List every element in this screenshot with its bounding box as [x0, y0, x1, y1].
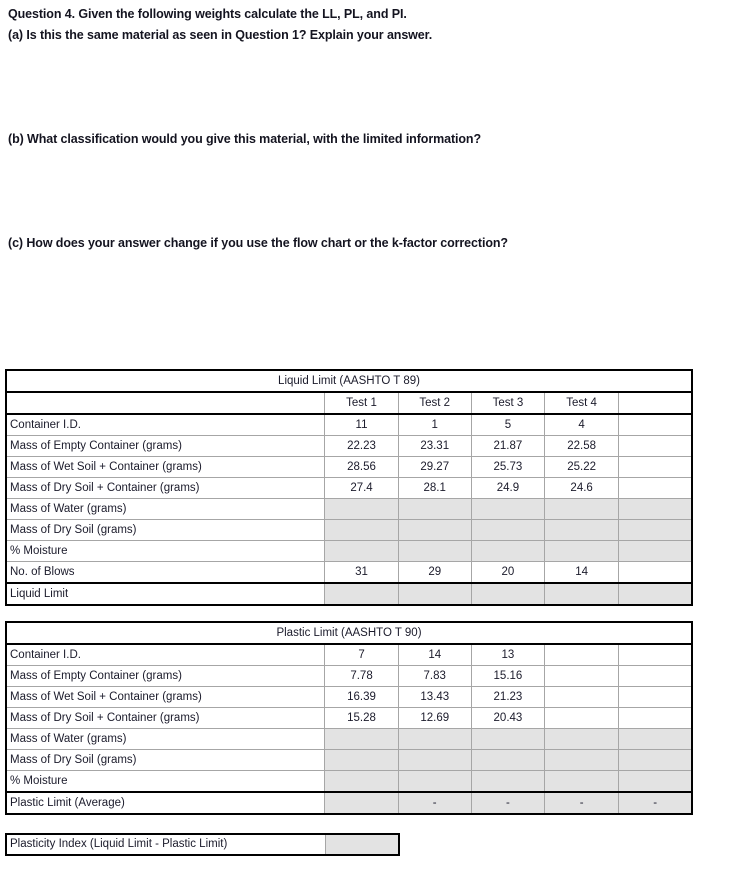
data-cell: 21.23 — [471, 687, 544, 708]
data-cell — [545, 666, 619, 687]
table-row — [6, 644, 692, 666]
row-label: Mass of Dry Soil + Container (grams) — [6, 708, 325, 729]
column-header-row — [6, 392, 692, 414]
liquid-limit-title: Liquid Limit (AASHTO T 89) — [6, 370, 692, 392]
input-cell[interactable] — [325, 729, 398, 750]
data-cell: 4 — [545, 414, 619, 436]
input-cell[interactable] — [545, 750, 619, 771]
input-cell[interactable] — [398, 541, 471, 562]
table-row — [6, 478, 692, 499]
row-label: Liquid Limit — [6, 583, 325, 605]
plastic-limit-title: Plastic Limit (AASHTO T 90) — [6, 622, 692, 644]
data-cell: 11 — [325, 414, 398, 436]
input-cell[interactable] — [619, 541, 692, 562]
row-label: Mass of Empty Container (grams) — [6, 666, 325, 687]
data-cell — [619, 708, 692, 729]
data-cell: 7 — [325, 644, 398, 666]
input-cell[interactable] — [325, 583, 398, 605]
input-cell[interactable] — [471, 729, 544, 750]
input-cell[interactable] — [619, 750, 692, 771]
table-row — [6, 499, 692, 520]
data-cell: 14 — [398, 644, 471, 666]
input-cell[interactable] — [545, 583, 619, 605]
table-row — [6, 687, 692, 708]
question-part-b: (b) What classification would you give this material, with the limited information? — [8, 132, 481, 146]
input-cell[interactable] — [471, 499, 544, 520]
table-row — [6, 666, 692, 687]
data-cell: 15.28 — [325, 708, 398, 729]
data-cell: 31 — [325, 562, 398, 584]
column-header: Test 4 — [545, 392, 619, 414]
input-cell[interactable] — [619, 771, 692, 793]
plasticity-index-input-cell[interactable] — [326, 834, 399, 855]
input-cell[interactable] — [471, 750, 544, 771]
data-cell: 7.78 — [325, 666, 398, 687]
data-cell — [545, 708, 619, 729]
data-cell — [619, 687, 692, 708]
input-cell[interactable]: - — [545, 792, 619, 814]
table-row — [6, 583, 692, 605]
data-cell — [619, 644, 692, 666]
plasticity-index-table — [5, 833, 400, 856]
input-cell[interactable] — [398, 520, 471, 541]
table-row — [6, 541, 692, 562]
input-cell[interactable] — [325, 771, 398, 793]
row-label: Mass of Dry Soil (grams) — [6, 520, 325, 541]
column-header — [619, 392, 692, 414]
row-label: Mass of Water (grams) — [6, 729, 325, 750]
data-cell: 14 — [545, 562, 619, 584]
input-cell[interactable]: - — [471, 792, 544, 814]
data-cell: 16.39 — [325, 687, 398, 708]
input-cell[interactable] — [325, 750, 398, 771]
table-row — [6, 520, 692, 541]
header-corner-cell — [6, 392, 325, 414]
table-row — [6, 414, 692, 436]
data-cell: 25.73 — [471, 457, 544, 478]
data-cell: 28.1 — [398, 478, 471, 499]
plastic-limit-table — [5, 621, 693, 815]
input-cell[interactable] — [471, 583, 544, 605]
question-prompt-block — [8, 0, 728, 254]
data-cell: 27.4 — [325, 478, 398, 499]
input-cell[interactable] — [545, 499, 619, 520]
input-cell[interactable] — [619, 520, 692, 541]
row-label: Mass of Empty Container (grams) — [6, 436, 325, 457]
question-heading: Question 4. Given the following weights calculate the LL, PL, and PI. — [8, 7, 407, 21]
input-cell[interactable] — [398, 750, 471, 771]
row-label: % Moisture — [6, 771, 325, 793]
table-title-row — [6, 370, 692, 392]
data-cell: 7.83 — [398, 666, 471, 687]
data-cell: 21.87 — [471, 436, 544, 457]
table-row — [6, 729, 692, 750]
row-label: Mass of Dry Soil (grams) — [6, 750, 325, 771]
row-label: Container I.D. — [6, 414, 325, 436]
input-cell[interactable] — [619, 499, 692, 520]
table-title-row — [6, 622, 692, 644]
input-cell[interactable]: - — [619, 792, 692, 814]
input-cell[interactable] — [545, 771, 619, 793]
column-header: Test 1 — [325, 392, 398, 414]
data-cell: 22.58 — [545, 436, 619, 457]
input-cell[interactable] — [545, 729, 619, 750]
row-label: No. of Blows — [6, 562, 325, 584]
data-cell — [619, 562, 692, 584]
plasticity-index-label: Plasticity Index (Liquid Limit - Plastic Limit) — [6, 834, 326, 855]
data-cell — [619, 436, 692, 457]
data-cell: 12.69 — [398, 708, 471, 729]
row-label: Mass of Water (grams) — [6, 499, 325, 520]
data-cell: 28.56 — [325, 457, 398, 478]
data-cell: 25.22 — [545, 457, 619, 478]
data-cell: 20 — [471, 562, 544, 584]
input-cell[interactable] — [398, 771, 471, 793]
liquid-limit-table — [5, 369, 693, 606]
question-part-a: (a) Is this the same material as seen in Question 1? Explain your answer. — [8, 28, 433, 42]
row-label: Mass of Wet Soil + Container (grams) — [6, 687, 325, 708]
data-cell: 23.31 — [398, 436, 471, 457]
data-cell — [619, 414, 692, 436]
table-row — [6, 750, 692, 771]
input-cell[interactable]: - — [398, 792, 471, 814]
input-cell[interactable] — [398, 499, 471, 520]
input-cell[interactable] — [325, 520, 398, 541]
row-label: Container I.D. — [6, 644, 325, 666]
data-cell — [545, 687, 619, 708]
table-row — [6, 792, 692, 814]
column-header: Test 3 — [471, 392, 544, 414]
table-row — [6, 436, 692, 457]
data-cell: 5 — [471, 414, 544, 436]
row-label: Plastic Limit (Average) — [6, 792, 325, 814]
data-cell — [619, 478, 692, 499]
table-row — [6, 457, 692, 478]
input-cell[interactable] — [619, 729, 692, 750]
table-row — [6, 708, 692, 729]
data-cell: 20.43 — [471, 708, 544, 729]
data-cell — [619, 666, 692, 687]
data-cell: 24.6 — [545, 478, 619, 499]
data-cell — [619, 457, 692, 478]
data-cell: 29 — [398, 562, 471, 584]
data-cell — [545, 644, 619, 666]
input-cell[interactable] — [471, 541, 544, 562]
data-cell: 13 — [471, 644, 544, 666]
input-cell[interactable] — [398, 583, 471, 605]
data-cell: 24.9 — [471, 478, 544, 499]
question-part-c: (c) How does your answer change if you use the flow chart or the k-factor correction? — [8, 236, 508, 250]
plasticity-index-row — [6, 834, 399, 855]
data-cell: 29.27 — [398, 457, 471, 478]
input-cell[interactable] — [325, 541, 398, 562]
row-label: Mass of Dry Soil + Container (grams) — [6, 478, 325, 499]
data-cell: 15.16 — [471, 666, 544, 687]
row-label: Mass of Wet Soil + Container (grams) — [6, 457, 325, 478]
input-cell[interactable] — [325, 792, 398, 814]
input-cell[interactable] — [545, 541, 619, 562]
column-header: Test 2 — [398, 392, 471, 414]
input-cell[interactable] — [471, 771, 544, 793]
input-cell[interactable] — [545, 520, 619, 541]
input-cell[interactable] — [471, 520, 544, 541]
row-label: % Moisture — [6, 541, 325, 562]
table-row — [6, 562, 692, 584]
input-cell[interactable] — [398, 729, 471, 750]
data-cell: 13.43 — [398, 687, 471, 708]
data-cell: 22.23 — [325, 436, 398, 457]
table-row — [6, 771, 692, 793]
data-cell: 1 — [398, 414, 471, 436]
input-cell[interactable] — [619, 583, 692, 605]
input-cell[interactable] — [325, 499, 398, 520]
